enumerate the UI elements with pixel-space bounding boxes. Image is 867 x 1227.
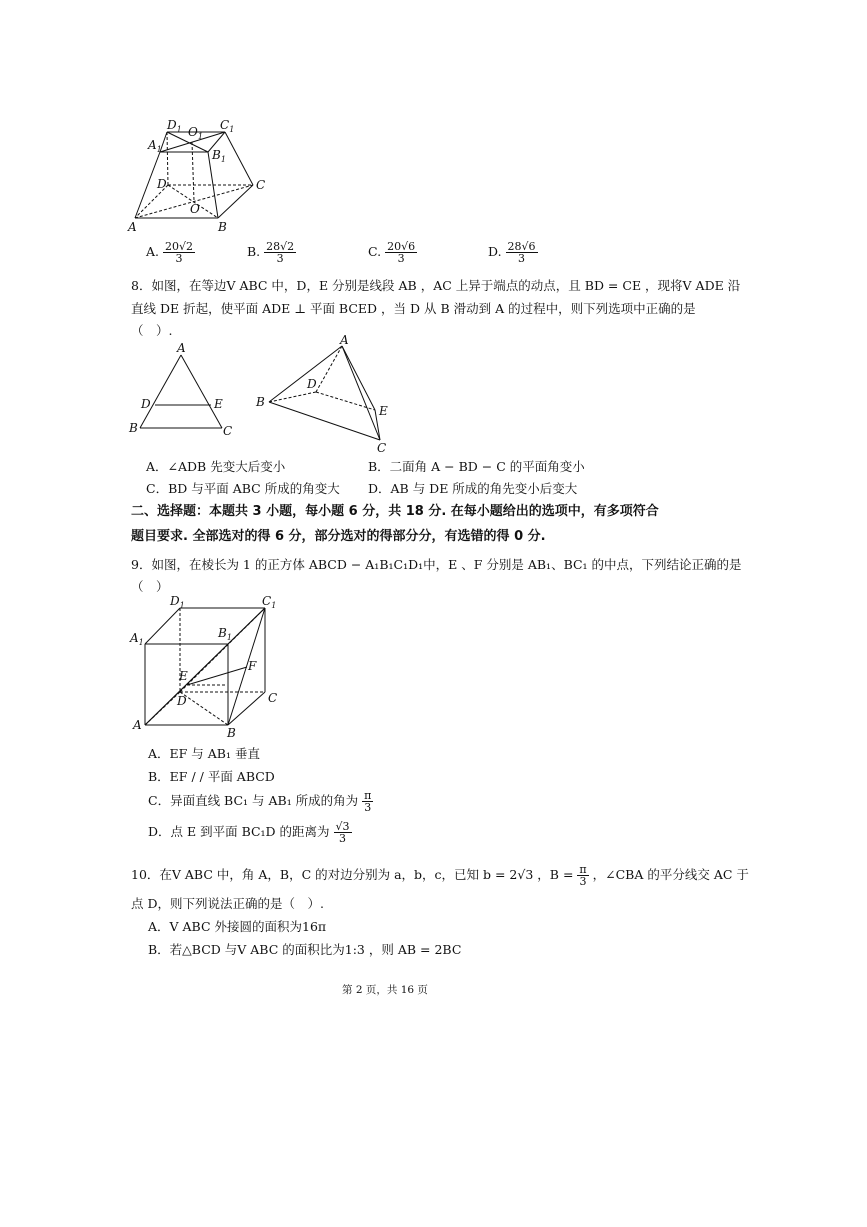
label-D1: $D_1$	[170, 594, 185, 610]
label-O1: $O_1$	[188, 125, 203, 141]
label-B: B	[256, 395, 265, 409]
label-E: E	[214, 397, 223, 411]
q10-line2: 点 D，则下列说法正确的是（ ）.	[131, 896, 324, 911]
page-footer: 第 2 页，共 16 页	[342, 984, 428, 996]
q10-option-a: A．V ABC 外接圆的面积为16π	[148, 919, 327, 934]
label-B: B	[227, 726, 236, 740]
q8-folded-figure	[252, 332, 402, 454]
section2-line2: 题目要求. 全部选对的得 6 分，部分选对的得部分分，有选错的得 0 分.	[131, 529, 546, 544]
q9-option-c: C．异面直线 BC₁ 与 AB₁ 所成的角为 $\frac{\pi}{3}$	[148, 789, 372, 814]
q9-option-a: A．EF 与 AB₁ 垂直	[148, 746, 260, 761]
label-C: C	[223, 424, 233, 438]
q8-line3: （ ）.	[131, 323, 173, 338]
label-D: D	[141, 397, 151, 411]
label-C: C	[377, 441, 387, 454]
q8-option-c: C．BD 与平面 ABC 所成的角变大	[146, 481, 340, 496]
label-B1: $B_1$	[218, 626, 232, 642]
label-F: F	[248, 659, 257, 673]
label-B: B	[129, 421, 138, 435]
q7-option-a: A. $\frac{20√2}{3}$	[146, 240, 194, 265]
q7-option-c: C. $\frac{20√6}{3}$	[368, 240, 416, 265]
q7-option-b: B. $\frac{28√2}{3}$	[247, 240, 295, 265]
label-C1: $C_1$	[220, 118, 235, 134]
q8-option-d: D．AB 与 DE 所成的角先变小后变大	[368, 481, 578, 496]
label-A: A	[128, 220, 137, 234]
label-B: B	[218, 220, 227, 234]
q8-option-a: A．∠ADB 先变大后变小	[146, 459, 286, 474]
label-B1: $B_1$	[212, 148, 226, 164]
label-A: A	[133, 718, 142, 732]
q8-line1: 8．如图，在等边V ABC 中，D，E 分别是线段 AB ，AC 上异于端点的动点，且 BD = CE ，现将V ADE 沿	[131, 278, 741, 293]
q10-line1: 10．在V ABC 中，角 A，B，C 的对边分别为 a，b，c，已知 b = 2√3 ，B = $\frac{\pi}{3}$ ，∠CBA 的平分线交 AC 于	[131, 863, 749, 888]
q8-option-b: B．二面角 A − BD − C 的平面角变小	[368, 459, 585, 474]
q8-line2: 直线 DE 折起，使平面 ADE ⊥ 平面 BCED ，当 D 从 B 滑动到 A 的过程中，则下列选项中正确的是	[131, 301, 696, 316]
label-C: C	[268, 691, 278, 705]
label-A: A	[177, 341, 186, 355]
label-D: D	[177, 694, 187, 708]
q9-line1: 9．如图，在棱长为 1 的正方体 ABCD − A₁B₁C₁D₁中，E 、F 分别是 AB₁、BC₁ 的中点，下列结论正确的是	[131, 557, 742, 572]
q9-option-b: B．EF / / 平面 ABCD	[148, 769, 275, 784]
q7-option-d: D. $\frac{28√6}{3}$	[488, 240, 536, 265]
q10-option-b: B．若△BCD 与V ABC 的面积比为1:3 ，则 AB = 2BC	[148, 942, 462, 957]
section2-line1: 二、选择题：本题共 3 小题，每小题 6 分，共 18 分. 在每小题给出的选项中，有多项符合	[131, 504, 659, 519]
label-D1: $D_1$	[167, 118, 182, 134]
label-D: D	[157, 177, 167, 191]
q9-option-d: D．点 E 到平面 BC₁D 的距离为 $\frac{√3}{3}$	[148, 820, 350, 845]
label-E: E	[379, 404, 388, 418]
q9-line2: （ ）	[131, 579, 169, 594]
label-A1: $A_1$	[130, 631, 144, 647]
label-A1: $A_1$	[148, 138, 162, 154]
label-O: O	[190, 202, 200, 216]
q8-triangle-figure	[125, 340, 245, 440]
label-E: E	[179, 669, 188, 683]
label-C1: $C_1$	[262, 594, 277, 610]
label-A: A	[340, 333, 349, 347]
q9-cube-figure	[125, 592, 285, 742]
label-C: C	[256, 178, 266, 192]
label-D: D	[307, 377, 317, 391]
q7-frustum-figure	[120, 115, 280, 237]
